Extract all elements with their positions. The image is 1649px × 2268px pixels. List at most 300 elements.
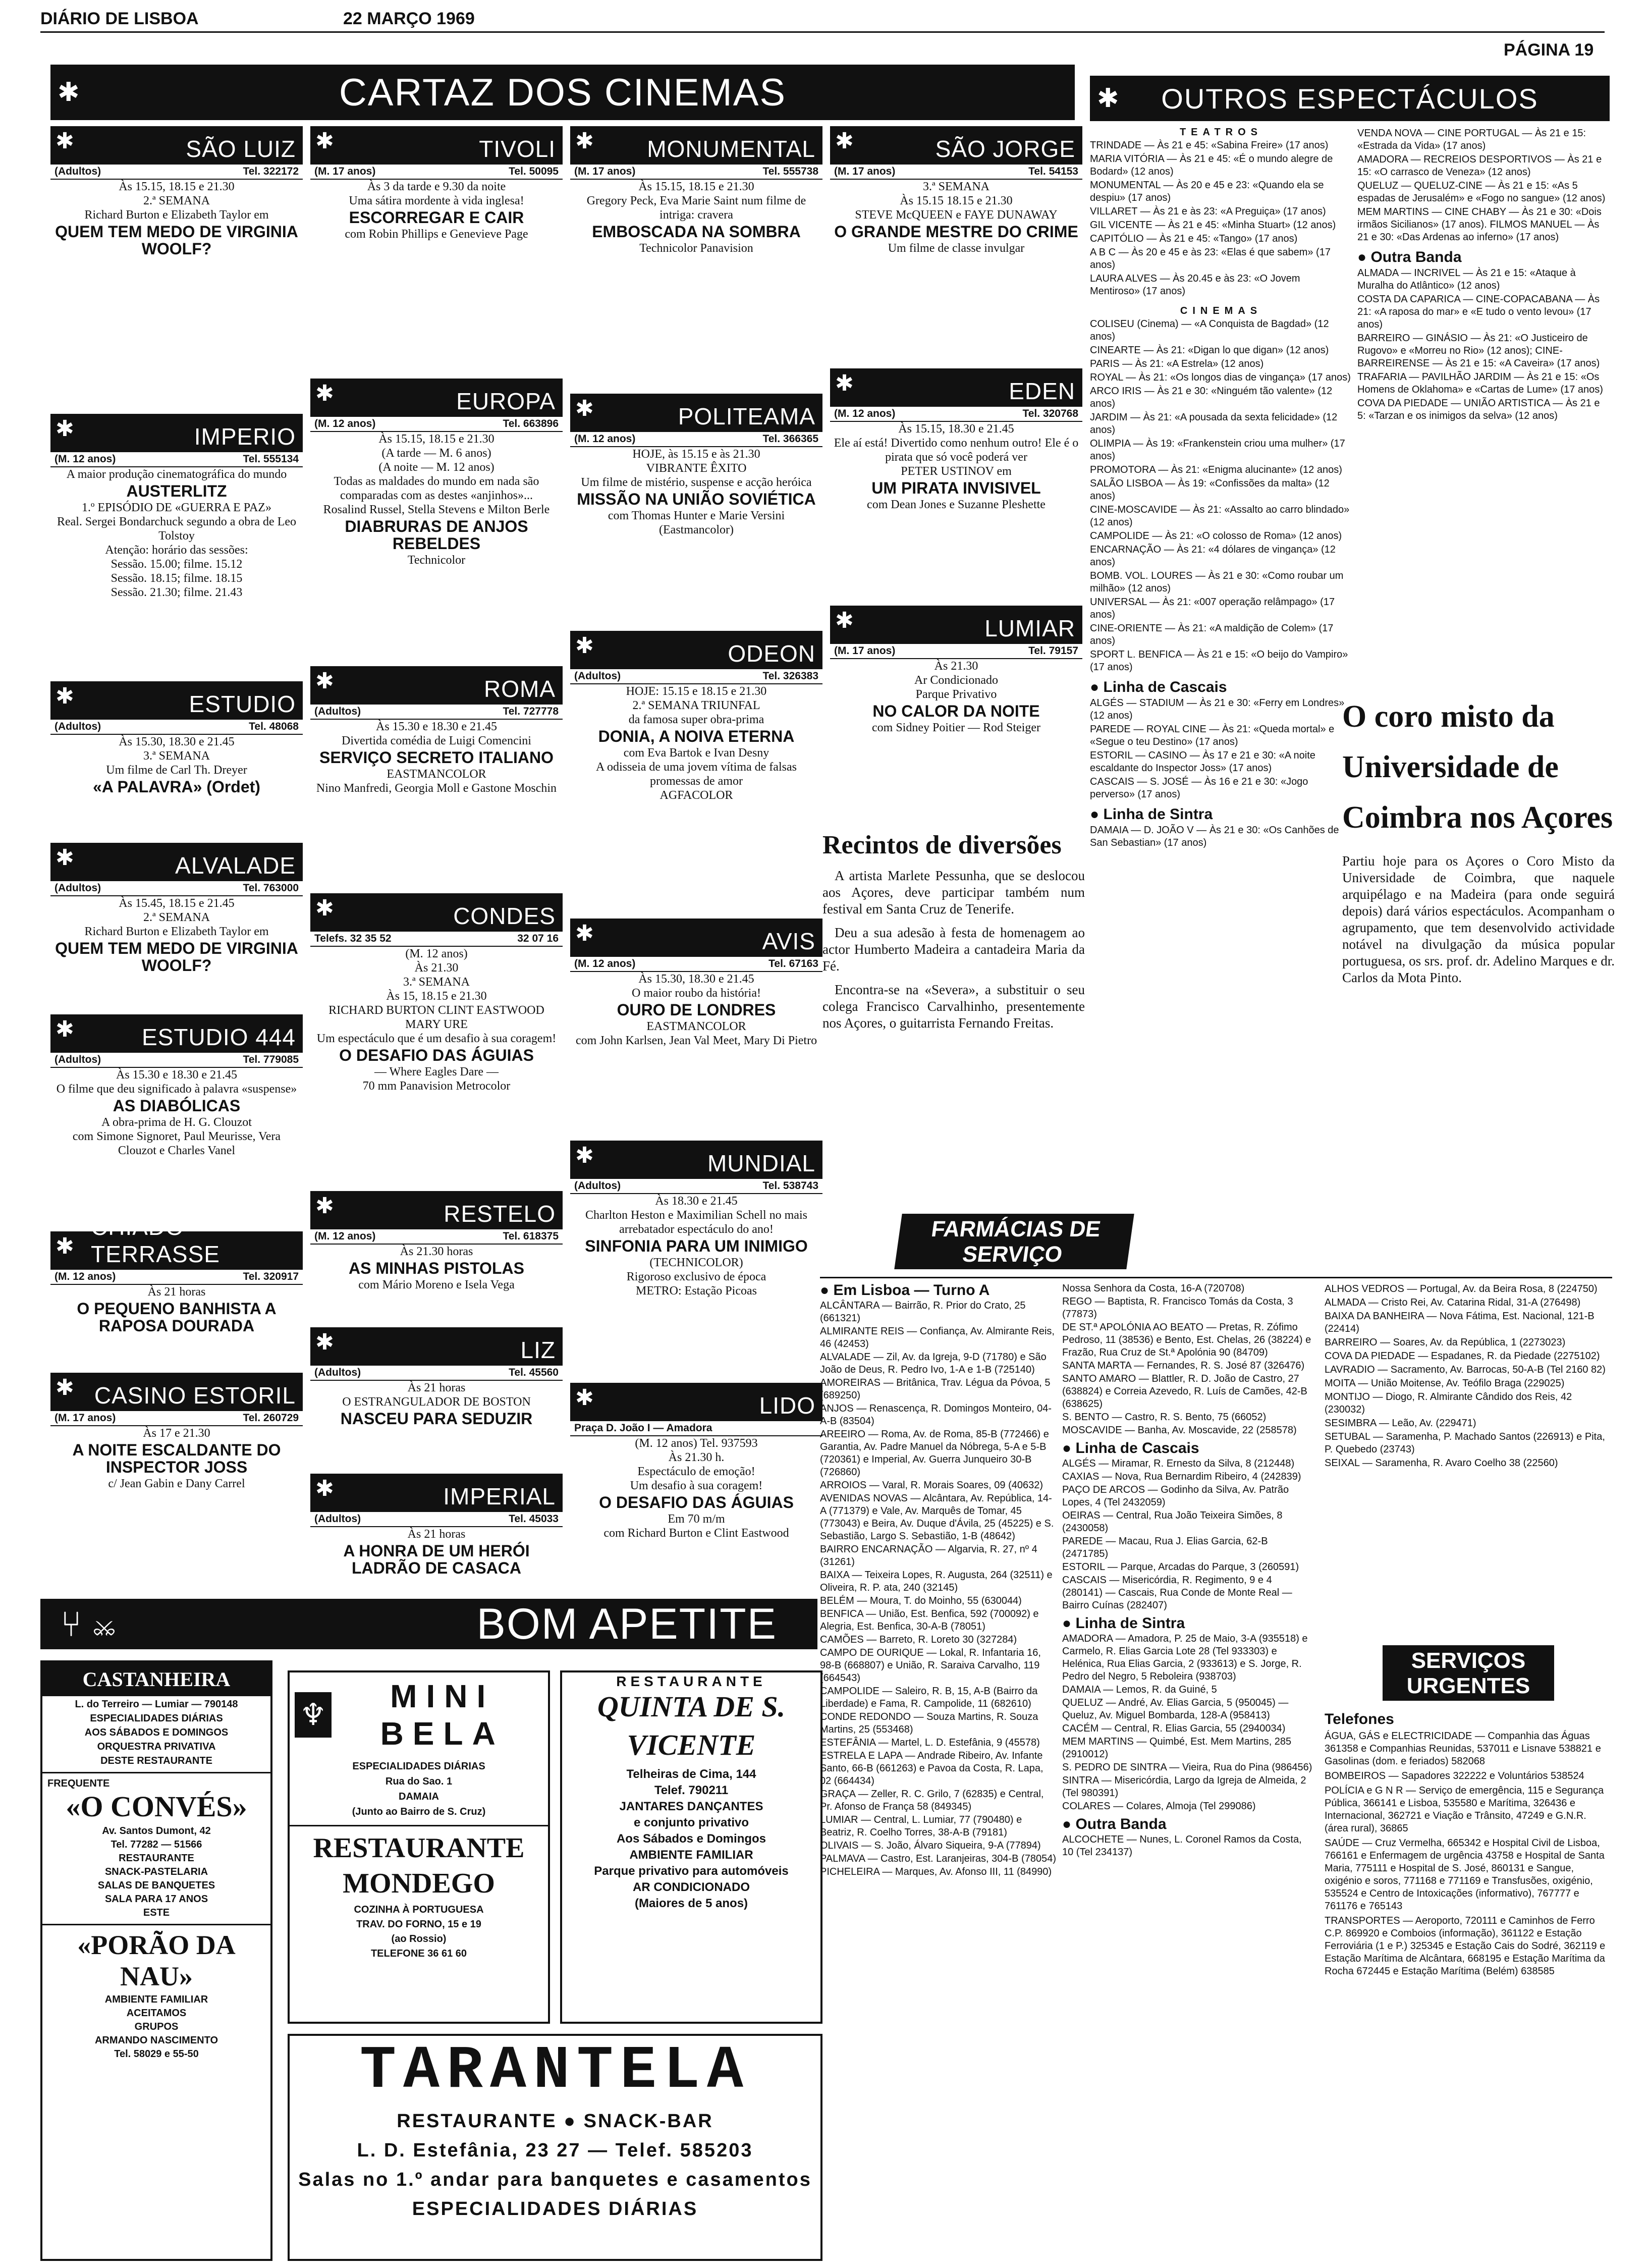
cinema-name: ROMA bbox=[484, 676, 556, 702]
listing-entry: (Junto ao Bairro de S. Cruz) bbox=[352, 1806, 486, 1817]
cinema-name: ESTUDIO bbox=[189, 691, 296, 717]
asterisk-icon: ✱ bbox=[56, 684, 75, 709]
telefones-label: Telefones bbox=[1325, 1711, 1394, 1727]
age-rating: (Adultos) bbox=[574, 1180, 621, 1192]
quinta-ad bbox=[560, 1670, 822, 2024]
listing-entry: QUELUZ — André, Av. Elias Garcia, 5 (950045) — Queluz, Av. Miguel Bombarda, 128-A (958413) bbox=[1062, 1697, 1289, 1721]
cinema-phone: Tel. 45560 bbox=[509, 1367, 559, 1378]
listing-entry: TRAV. DO FORNO, 15 e 19 bbox=[356, 1919, 481, 1930]
asterisk-icon: ✱ bbox=[575, 1385, 594, 1410]
listing-entry: MOITA — União Moitense, Av. Teófilo Braga (229025) bbox=[1325, 1378, 1565, 1389]
film-title: DONIA, A NOIVA ETERNA bbox=[598, 727, 795, 745]
listing-entry: OLIVAIS — S. João, Álvaro Siqueira, 9-A (77894) bbox=[820, 1840, 1041, 1851]
cinema-listing bbox=[830, 126, 1082, 363]
listing-entry: S. PEDRO DE SINTRA — Vieira, Rua do Pina (986456) bbox=[1062, 1762, 1312, 1773]
listing-entry: SANTA MARTA — Fernandes, R. S. José 87 (326476) bbox=[1062, 1360, 1305, 1371]
listing-entry: DE ST.ª APOLÓNIA AO BEATO — Pretas, R. Zófimo Pedroso, 11 (38536) e Bento, Est. Chelas, 26 (38224) e Frazão, Rua Cruz de St.ª Apolónia 90 (84709) bbox=[1062, 1322, 1311, 1358]
asterisk-icon: ✱ bbox=[315, 896, 335, 921]
cartaz-banner bbox=[50, 65, 1075, 120]
listing-entry: SNACK-PASTELARIA bbox=[104, 1866, 208, 1877]
age-rating: (Adultos) bbox=[54, 882, 101, 894]
listing-entry: AREEIRO — Roma, Av. de Roma, 85-B (772466) e Garantia, Av. Padre Manuel da Nóbrega, 5-A e 5-B (720361) e Imperial, Av. Guerra Junqueiro 30-B (726860) bbox=[820, 1429, 1049, 1478]
listing-entry: MEM MARTINS — Quimbé, Est. Mem Martins, 285 (2910012) bbox=[1062, 1736, 1292, 1760]
listing-extra: A obra-prima de H. G. Clouzot bbox=[101, 1116, 252, 1129]
age-rating: (M. 12 anos) bbox=[314, 1230, 376, 1242]
cinema-meta bbox=[50, 720, 303, 735]
film-title: DIABRURAS DE ANJOS REBELDES bbox=[345, 517, 528, 553]
farmacias-sintra-text: Linha de Sintra bbox=[1075, 1615, 1185, 1632]
outros-title: OUTROS ESPECTÁCULOS bbox=[1161, 82, 1538, 115]
listing-extra: Sessão. 21.30; filme. 21.43 bbox=[111, 586, 243, 599]
listing-entry: PARIS — Às 21: «A Estrela» (12 anos) bbox=[1090, 358, 1264, 369]
masthead-date: 22 MARÇO 1969 bbox=[343, 9, 475, 28]
outros-banda-label: ● Outra Banda bbox=[1357, 249, 1462, 265]
age-rating: (M. 17 anos) bbox=[54, 1412, 116, 1424]
listing-entry: ALMADA — INCRIVEL — Às 21 e 15: «Ataque à Muralha do Atlântico» (12 anos) bbox=[1357, 267, 1576, 291]
listing-extra: Em 70 m/m bbox=[668, 1513, 725, 1526]
recintos-section bbox=[822, 830, 1085, 1194]
tarantela-name: TARANTELA bbox=[359, 2037, 751, 2105]
listing-extra: com Thomas Hunter e Marie Versini bbox=[608, 509, 785, 522]
cinema-meta bbox=[570, 669, 822, 684]
listing-entry: PROMOTORA — Às 21: «Enigma alucinante» (12 anos) bbox=[1090, 464, 1342, 475]
cinema-name-bar bbox=[310, 1191, 563, 1229]
listing-entry: POLÍCIA e G N R — Serviço de emergência, 115 e Segurança Pública, 366141 e Lisboa, 535580 e Marítima, 326436 e Internacional, 362721 e Viação e Trânsito, 47249 e G.N.R. (área rural), 36865 bbox=[1325, 1785, 1604, 1834]
listing-line: Às 15.30 e 18.30 e 21.45 bbox=[116, 1068, 237, 1082]
listing-line: A maior produção cinematográfica do mundo bbox=[66, 468, 287, 481]
listing-entry: BAIXA DA BANHEIRA — Nova Fátima, Est. Nacional, 121-B (22414) bbox=[1325, 1311, 1595, 1334]
cinema-phone: Tel. 763000 bbox=[243, 882, 299, 894]
conves-name: «O CONVÉS» bbox=[66, 1790, 247, 1823]
cinema-name: LIZ bbox=[520, 1337, 556, 1363]
asterisk-icon: ✱ bbox=[56, 416, 75, 441]
farmacias-col-2 bbox=[1062, 1282, 1314, 2261]
listing-entry: BARREIRO — GINÁSIO — Às 21: «O Justiceiro de Rugovo» e «Morreu no Rio» (12 anos); CINE-BARREIRENSE — Às 21 e 15: «A Caveira» (17 anos) bbox=[1357, 333, 1600, 369]
age-rating: (M. 17 anos) bbox=[834, 645, 896, 657]
listing-entry: COLARES — Colares, Almoja (Tel 299086) bbox=[1062, 1801, 1256, 1812]
cinema-meta bbox=[310, 1512, 563, 1527]
age-rating: (M. 12 anos) bbox=[314, 418, 376, 429]
listing-entry: CINE-ORIENTE — Às 21: «A maldição de Colem» (17 anos) bbox=[1090, 623, 1334, 646]
asterisk-icon: ✱ bbox=[56, 129, 75, 153]
listing-entry: ALGÉS — STADIUM — Às 21 e 30: «Ferry em Londres» (12 anos) bbox=[1090, 697, 1345, 721]
listing-entry: ESTORIL — Parque, Arcadas do Parque, 3 (260591) bbox=[1062, 1561, 1299, 1573]
listing-line: Richard Burton e Elizabeth Taylor em bbox=[84, 925, 269, 938]
cinema-listing bbox=[50, 1373, 303, 1539]
listing-entry: ARROIOS — Varal, R. Morais Soares, 09 (40632) bbox=[820, 1480, 1043, 1491]
listing-line: (M. 12 anos) bbox=[405, 947, 468, 960]
age-rating: (M. 12 anos) bbox=[834, 408, 896, 419]
cinema-listing bbox=[50, 414, 303, 676]
cinema-listing bbox=[310, 1474, 563, 1595]
listing-entry: CINEARTE — Às 21: «Digan lo que digan» (12 anos) bbox=[1090, 345, 1329, 356]
listing-extra: Technicolor Panavision bbox=[639, 242, 753, 255]
listing-entry: REGO — Baptista, R. Francisco Tomás da Costa, 3 (77873) bbox=[1062, 1296, 1293, 1320]
listing-entry: PAREDE — ROYAL CINE — Às 21: «Queda mortal» e «Segue o teu Destino» (17 anos) bbox=[1090, 724, 1335, 747]
listing-entry: ÁGUA, GÁS e ELECTRICIDADE — Companhia das Águas 361358 e Companhias Reunidas, 537011 e Lisnave 538821 e Gasolinas (dom. e feriados) 582068 bbox=[1325, 1731, 1601, 1767]
listing-extra: METRO: Estação Picoas bbox=[636, 1284, 757, 1298]
listing-entry: SPORT L. BENFICA — Às 21 e 15: «O beijo do Vampiro» (17 anos) bbox=[1090, 649, 1348, 673]
listing-line: 2.ª SEMANA TRIUNFAL bbox=[632, 699, 760, 712]
listing-line: Às 15.15 18.15 e 21.30 bbox=[900, 194, 1013, 207]
listing-entry: Telef. 790211 bbox=[654, 1784, 729, 1797]
tarantela-ad bbox=[288, 2034, 822, 2261]
listing-entry: SINTRA — Misericórdia, Largo da Igreja de Almeida, 2 (Tel 980391) bbox=[1062, 1775, 1306, 1799]
listing-line: VIBRANTE ÊXITO bbox=[646, 462, 747, 475]
listing-line: O maior roubo da história! bbox=[632, 987, 761, 1000]
listing-entry: Encontra-se na «Severa», a substituir o seu colega Francisco Carvalhinho, presentemente nos Açores, o guitarrista Fernando Freitas. bbox=[822, 982, 1085, 1031]
listing-entry: BOMBEIROS — Sapadores 322222 e Voluntários 538524 bbox=[1325, 1770, 1584, 1781]
listing-entry: PICHELEIRA — Marques, Av. Afonso III, 11 (84990) bbox=[820, 1866, 1052, 1877]
listing-entry: SALÃO LISBOA — Às 19: «Confissões da malta» (12 anos) bbox=[1090, 478, 1330, 502]
listing-entry: CAXIAS — Nova, Rua Bernardim Ribeiro, 4 (242839) bbox=[1062, 1471, 1301, 1482]
outros-left bbox=[1090, 126, 1352, 1176]
listing-line: Às 15.30, 18.30 e 21.45 bbox=[119, 735, 235, 748]
cinema-name-bar bbox=[50, 843, 303, 881]
listing-entry: BELÉM — Moura, T. do Moinho, 55 (630044) bbox=[820, 1595, 1022, 1606]
listing-extra: Nino Manfredi, Georgia Moll e Gastone Moschin bbox=[316, 782, 557, 795]
cinema-name: ODEON bbox=[728, 640, 815, 667]
listing-line: Ele aí está! Divertido como nenhum outro! Ele é o pirata que só você poderá ver bbox=[834, 437, 1079, 464]
cinema-listing bbox=[50, 1214, 303, 1368]
listing-entry: BENFICA — União, Est. Benfica, 592 (700092) e Alegria, Est. Benfica, 30-A-B (78051) bbox=[820, 1608, 1039, 1632]
age-rating: (M. 12 anos) bbox=[574, 958, 636, 969]
listing-entry: JARDIM — Às 21: «A pousada da sexta felicidade» (12 anos) bbox=[1090, 412, 1338, 436]
listing-extra: com Richard Burton e Clint Eastwood bbox=[603, 1527, 789, 1540]
cinema-name: LUMIAR bbox=[984, 615, 1075, 641]
cinema-phone: Tel. 727778 bbox=[503, 706, 559, 717]
cinema-meta bbox=[310, 1229, 563, 1245]
cinema-meta bbox=[310, 1366, 563, 1381]
asterisk-icon: ✱ bbox=[56, 1375, 75, 1400]
film-title: AUSTERLITZ bbox=[126, 482, 227, 500]
cinema-name: IMPERIO bbox=[194, 423, 296, 450]
listing-entry: BAIXA — Teixeira Lopes, R. Augusta, 264 (32511) e Oliveira, R. P. ata, 240 (32145) bbox=[820, 1570, 1053, 1593]
age-rating: (M. 12 anos) bbox=[54, 453, 116, 465]
listing-entry: DESTE RESTAURANTE bbox=[100, 1755, 212, 1766]
farmacias-title: FARMÁCIAS DE SERVIÇO bbox=[894, 1214, 1134, 1269]
listing-line: Às 15.15, 18.30 e 21.45 bbox=[898, 422, 1014, 436]
listing-entry: ALGÉS — Miramar, R. Ernesto da Silva, 8 (212448) bbox=[1062, 1458, 1295, 1469]
listing-entry: SEIXAL — Saramenha, R. Avaro Coelho 38 (22560) bbox=[1325, 1457, 1558, 1469]
listing-line: Divertida comédia de Luigi Comencini bbox=[342, 734, 531, 747]
listing-entry: CAMPOLIDE — Às 21: «O colosso de Roma» (12 anos) bbox=[1090, 530, 1342, 542]
listing-line: Às 3 da tarde e 9.30 da noite bbox=[367, 180, 506, 193]
film-title: O GRANDE MESTRE DO CRIME bbox=[834, 223, 1078, 241]
listing-line: (M. 12 anos) Tel. 937593 bbox=[635, 1437, 758, 1450]
cinema-name: EDEN bbox=[1009, 378, 1075, 404]
cinema-phone: Tel. 45033 bbox=[509, 1513, 559, 1525]
film-title: O DESAFIO DAS ÁGUIAS bbox=[339, 1046, 534, 1064]
film-title: «A PALAVRA» (Ordet) bbox=[93, 778, 260, 796]
cinema-phone: Tel. 67163 bbox=[768, 958, 818, 969]
bom-apetite-title: BOM APETITE bbox=[476, 1599, 777, 1648]
listing-line: HOJE, às 15.15 e às 21.30 bbox=[632, 448, 760, 461]
listing-entry: Deu a sua adesão à festa de homenagem ao actor Humberto Madeira a cantadeira Maria da Fé. bbox=[822, 925, 1085, 974]
listing-line: Às 15.15, 18.15 e 21.30 bbox=[378, 433, 494, 446]
listing-entry: CAMÕES — Barreto, R. Loreto 30 (327284) bbox=[820, 1634, 1017, 1645]
cinema-phone: Tel. 320917 bbox=[243, 1271, 299, 1282]
urgentes-section bbox=[1325, 1711, 1612, 2261]
farmacias-lisboa-label: ● Em Lisboa — Turno A bbox=[820, 1282, 990, 1299]
listing-entry: PAREDE — Macau, Rua J. Elias Garcia, 62-B (2471785) bbox=[1062, 1536, 1268, 1559]
listing-entry: ESTE bbox=[143, 1907, 170, 1918]
listing-line: Às 21 horas bbox=[407, 1381, 466, 1394]
listing-entry: BARREIRO — Soares, Av. da República, 1 (2273023) bbox=[1325, 1337, 1566, 1348]
listing-line: Às 15.15, 18.15 e 21.30 bbox=[119, 180, 235, 193]
cinema-name-bar bbox=[310, 126, 563, 165]
listing-line: Um filme de Carl Th. Dreyer bbox=[106, 764, 247, 777]
listing-line: Às 17 e 21.30 bbox=[143, 1427, 210, 1440]
cinema-phone: Tel. 54153 bbox=[1028, 166, 1078, 177]
listing-extra: c/ Jean Gabin e Dany Carrel bbox=[108, 1477, 245, 1490]
cinema-name: MONUMENTAL bbox=[647, 136, 815, 162]
film-title: EMBOSCADA NA SOMBRA bbox=[592, 223, 801, 241]
listing-extra: Technicolor bbox=[407, 554, 466, 567]
cinema-name-bar bbox=[570, 1141, 822, 1179]
film-title: O PEQUENO BANHISTA A RAPOSA DOURADA bbox=[77, 1300, 277, 1335]
listing-line: Às 15.15, 18.15 e 21.30 bbox=[638, 180, 754, 193]
cinema-name-bar bbox=[310, 1474, 563, 1512]
cinema-listing bbox=[570, 919, 822, 1136]
listing-entry: ARMANDO NASCIMENTO bbox=[94, 2035, 218, 2046]
listing-entry: ACEITAMOS bbox=[126, 2008, 187, 2019]
cinema-listing bbox=[830, 368, 1082, 601]
listing-line: O filme que deu significado à palavra «suspense» bbox=[56, 1083, 297, 1096]
asterisk-icon: ✱ bbox=[835, 608, 854, 633]
cinema-name: SÃO JORGE bbox=[935, 136, 1075, 162]
cinema-name: AVIS bbox=[762, 928, 815, 954]
listing-entry: COVA DA PIEDADE — UNIÃO ARTISTICA — Às 21 e 5: «Tarzan e os inimigos da selva» (12 anos) bbox=[1357, 398, 1600, 421]
outros-cascais-label: ● Linha de Cascais bbox=[1090, 679, 1227, 695]
age-rating: (Adultos) bbox=[314, 1367, 361, 1378]
outros-banner bbox=[1090, 76, 1610, 121]
listing-entry: OEIRAS — Central, Rua João Teixeira Simões, 8 (2430058) bbox=[1062, 1510, 1283, 1534]
cinema-meta bbox=[570, 1179, 822, 1194]
listing-entry: AMBIENTE FAMILIAR bbox=[629, 1848, 753, 1862]
cinema-listing bbox=[570, 394, 822, 626]
asterisk-icon: ✱ bbox=[1097, 84, 1120, 113]
recintos-title: Recintos de diversões bbox=[822, 831, 1062, 859]
listing-extra: (Eastmancolor) bbox=[659, 523, 734, 536]
listing-entry: ALMADA — Cristo Rei, Av. Catarina Ridal, 31-A (276498) bbox=[1325, 1297, 1581, 1308]
listing-entry: ESTEFÂNIA — Martel, L. D. Estefânia, 9 (45578) bbox=[820, 1737, 1040, 1748]
listing-extra: com Dean Jones e Suzanne Pleshette bbox=[867, 498, 1046, 511]
film-title: A NOITE ESCALDANTE DO INSPECTOR JOSS bbox=[72, 1441, 281, 1476]
cinema-column-4 bbox=[830, 126, 1082, 843]
listing-entry: CACÉM — Central, R. Elias Garcia, 55 (2940034) bbox=[1062, 1723, 1286, 1734]
listing-entry: ESTORIL — CASINO — Às 17 e 21 e 30: «A noite escaldante do Inspector Joss» (17 anos) bbox=[1090, 750, 1315, 774]
listing-extra: com John Karlsen, Jean Val Meet, Mary Di Pietro bbox=[575, 1034, 817, 1047]
cinema-name-bar bbox=[50, 1373, 303, 1411]
asterisk-icon: ✱ bbox=[575, 1143, 594, 1168]
listing-entry: TRINDADE — Às 21 e 45: «Sabina Freire» (17 anos) bbox=[1090, 140, 1329, 151]
listing-extra: com Eva Bartok e Ivan Desny bbox=[623, 746, 769, 760]
teatros-label: TEATROS bbox=[1179, 127, 1263, 138]
listing-entry: ESPECIALIDADES DIÁRIAS bbox=[352, 1761, 485, 1772]
farmacias-lisboa-text: Em Lisboa — Turno A bbox=[833, 1282, 990, 1299]
listing-entry: MARIA VITÓRIA — Às 21 e 45: «É o mundo alegre de Bodard» (12 anos) bbox=[1090, 153, 1333, 177]
cinema-meta bbox=[310, 417, 563, 432]
cinema-name: POLITEAMA bbox=[678, 403, 815, 429]
cinema-phone: Tel. 322172 bbox=[243, 166, 299, 177]
listing-line: Ar Condicionado bbox=[914, 674, 998, 687]
listing-line: 2.ª SEMANA bbox=[143, 911, 210, 924]
film-title: QUEM TEM MEDO DE VIRGINIA WOOLF? bbox=[55, 939, 298, 975]
listing-line: Gregory Peck, Eva Marie Saint num filme de intriga: cravera bbox=[586, 194, 806, 222]
cinema-name-bar bbox=[50, 414, 303, 452]
listing-entry: LUMIAR — Central, L. Lumiar, 77 (790480) e Beatriz, R. Coelho Torres, 38-A-B (79181) bbox=[820, 1814, 1022, 1838]
age-rating: Praça D. João I — Amadora bbox=[574, 1422, 712, 1434]
age-rating: (Adultos) bbox=[54, 721, 101, 732]
listing-entry: CINE-MOSCAVIDE — Às 21: «Assalto ao carro blindado» (12 anos) bbox=[1090, 504, 1350, 528]
listing-entry: ARCO IRIS — Às 21 e 30: «Ninguém tão valente» (12 anos) bbox=[1090, 386, 1333, 409]
asterisk-icon: ✱ bbox=[56, 1017, 75, 1042]
listing-extra: (TECHNICOLOR) bbox=[649, 1256, 743, 1269]
cinema-meta bbox=[50, 1270, 303, 1285]
cinema-meta bbox=[570, 165, 822, 180]
cinema-name-bar bbox=[50, 681, 303, 720]
cinema-listing bbox=[310, 1191, 563, 1322]
coro-title: O coro misto da Universidade de Coimbra nos Açores bbox=[1342, 699, 1613, 835]
porao-name: «PORÃO DA NAU» bbox=[77, 1930, 236, 1991]
listing-entry: AMADORA — Amadora, P. 25 de Maio, 3-A (935518) e Carmelo, R. Elias Garcia Lote 28 (Tel 933303) e Helénica, Rua Elias Garcia, 2 (933613) e S. Jorge, R. Pedro del Negro, 5 Reboleira (938703) bbox=[1062, 1633, 1308, 1682]
cinema-listing bbox=[50, 681, 303, 838]
listing-entry: LAVRADIO — Sacramento, Av. Barrocas, 50-A-B (Tel 2160 82) bbox=[1325, 1364, 1606, 1375]
quinta-name: QUINTA DE S. VICENTE bbox=[597, 1690, 786, 1761]
farmacias-outra-label: ● Outra Banda bbox=[1062, 1816, 1167, 1832]
cinema-listing bbox=[570, 126, 822, 389]
age-rating: (M. 12 anos) bbox=[574, 433, 636, 445]
cinema-column-1 bbox=[50, 126, 303, 1514]
listing-entry: VILLARET — Às 21 e às 23: «A Preguiça» (17 anos) bbox=[1090, 206, 1326, 217]
cinema-name: TIVOLI bbox=[479, 136, 556, 162]
listing-entry: SESIMBRA — Leão, Av. (229471) bbox=[1325, 1418, 1476, 1429]
cinema-phone: Tel. 555134 bbox=[243, 453, 299, 465]
listing-line: PETER USTINOV em bbox=[901, 465, 1012, 478]
listing-entry: CASCAIS — S. JOSÉ — Às 16 e 21 e 30: «Jogo perverso» (17 anos) bbox=[1090, 776, 1308, 800]
listing-entry: ALVALADE — Zil, Av. da Igreja, 9-D (71780) e São João de Deus, R. Pedro Ivo, 1-A e 1-B (725140) bbox=[820, 1352, 1047, 1375]
listing-extra: Atenção: horário das sessões: bbox=[105, 544, 248, 557]
listing-entry: S. BENTO — Castro, R. S. Bento, 75 (66052) bbox=[1062, 1412, 1267, 1423]
listing-line: 2.ª SEMANA bbox=[143, 194, 210, 207]
age-rating: (Adultos) bbox=[54, 166, 101, 177]
cinema-name-bar bbox=[310, 1327, 563, 1366]
cinema-listing bbox=[310, 126, 563, 373]
cinema-name: CHIADO TERRASSE bbox=[91, 1214, 220, 1267]
listing-entry: CAMPO DE OURIQUE — Lokal, R. Infantaria 16, 98-B (668807) e União, R. Saraiva Carvalho, 119 (664543) bbox=[820, 1647, 1041, 1684]
minibela-ad bbox=[288, 1670, 550, 2024]
asterisk-icon: ✱ bbox=[315, 129, 335, 153]
cinema-name-bar bbox=[830, 126, 1082, 165]
listing-entry: Telheiras de Cima, 144 bbox=[626, 1767, 756, 1781]
listing-line: Às 21.30 bbox=[414, 961, 459, 975]
listing-extra: Real. Sergei Bondarchuck segundo a obra de Leo Tolstoy bbox=[57, 515, 297, 543]
cinema-name-bar bbox=[310, 666, 563, 705]
listing-line: Richard Burton e Elizabeth Taylor em bbox=[84, 208, 269, 222]
outros-sintra-label: ● Linha de Sintra bbox=[1090, 806, 1213, 823]
cartaz-title: CARTAZ DOS CINEMAS bbox=[339, 71, 787, 114]
cinema-name: RESTELO bbox=[444, 1201, 556, 1227]
mondego-name: RESTAURANTE MONDEGO bbox=[313, 1832, 525, 1899]
listing-extra: Sessão. 18.15; filme. 18.15 bbox=[111, 572, 243, 585]
listing-entry: PALMAVA — Castro, Est. Laranjeiras, 304-B (78054) bbox=[820, 1853, 1056, 1864]
cinema-meta bbox=[310, 932, 563, 947]
cinema-column-2 bbox=[310, 126, 563, 1577]
mermaid-logo-icon: ♆ bbox=[295, 1692, 332, 1738]
listing-entry: DAMAIA bbox=[399, 1791, 439, 1802]
listing-entry: Parque privativo para automóveis bbox=[594, 1864, 789, 1878]
listing-entry: VENDA NOVA — CINE PORTUGAL — Às 21 e 15: «Estrada da Vida» (17 anos) bbox=[1357, 128, 1586, 151]
film-title: SINFONIA PARA UM INIMIGO bbox=[585, 1237, 808, 1255]
castanheira-brand: CASTANHEIRA bbox=[42, 1662, 270, 1696]
listing-entry: Av. Santos Dumont, 42 bbox=[102, 1825, 211, 1837]
listing-entry: JANTARES DANÇANTES bbox=[619, 1800, 763, 1813]
listing-entry: SALA PARA 17 ANOS bbox=[104, 1894, 208, 1905]
listing-entry: ORQUESTRA PRIVATIVA bbox=[97, 1741, 216, 1752]
listing-extra: Um filme de classe invulgar bbox=[888, 242, 1025, 255]
cinema-meta bbox=[50, 165, 303, 180]
cinema-meta bbox=[570, 1421, 822, 1436]
listing-entry: COLISEU (Cinema) — «A Conquista de Bagdad» (12 anos) bbox=[1090, 318, 1329, 342]
cinema-meta bbox=[50, 1053, 303, 1068]
listing-extra: AGFACOLOR bbox=[659, 789, 733, 802]
listing-entry: Tel. 58029 e 55-50 bbox=[114, 2048, 199, 2060]
cinema-phone: Tel. 50095 bbox=[509, 166, 559, 177]
quinta-top: RESTAURANTE bbox=[616, 1673, 766, 1689]
cinema-phone: Tel. 326383 bbox=[762, 670, 818, 682]
cinema-name-bar bbox=[830, 368, 1082, 407]
listing-line: Uma sátira mordente à vida inglesa! bbox=[349, 194, 524, 207]
listing-line: Rosalind Russel, Stella Stevens e Milton Berle bbox=[323, 503, 550, 516]
cinema-name-bar bbox=[50, 1214, 303, 1270]
listing-entry: TRAFARIA — PAVILHÃO JARDIM — Às 21 e 15: «Os Homens de Oklahoma» e «Cartas de Lume» (17 anos) bbox=[1357, 371, 1603, 395]
listing-entry: MEM MARTINS — CINE CHABY — Às 21 e 30: «Dois irmãos Sicilianos» (17 anos). FILMOS MANUEL — Às 21 e 30: «Das Ardenas ao inferno» (17 anos) bbox=[1357, 206, 1602, 243]
asterisk-icon: ✱ bbox=[835, 371, 854, 396]
asterisk-icon: ✱ bbox=[56, 845, 75, 870]
cinema-meta bbox=[830, 644, 1082, 659]
cinema-meta bbox=[570, 432, 822, 447]
listing-entry: QUELUZ — QUELUZ-CINE — Às 21 e 15: «As 5 espadas de Jerusalém» e «Fogo no sangue» (12 anos) bbox=[1357, 180, 1606, 204]
cinema-name-bar bbox=[570, 126, 822, 165]
listing-entry: SAÚDE — Cruz Vermelha, 665342 e Hospital Civil de Lisboa, 766161 e Enfermagem de urgência 43758 e Hospital de Santa Maria, 775111 e Hospital de S. José, 860131 e Sangue, oxigénio e soros, 771168 e 771169 e Transfusões, oxigénio, 535524 e Centro de Intoxicações (informativo), 767777 e 761176 e 765143 bbox=[1325, 1838, 1605, 1912]
ads-left-column bbox=[40, 1660, 272, 2261]
film-title: NO CALOR DA NOITE bbox=[872, 702, 1040, 720]
listing-entry: (ao Rossio) bbox=[391, 1933, 447, 1945]
listing-entry: ALMIRANTE REIS — Confiança, Av. Almirante Reis, 46 (42453) bbox=[820, 1326, 1055, 1349]
listing-entry: LAURA ALVES — Às 20.45 e às 23: «O Jovem Mentiroso» (17 anos) bbox=[1090, 273, 1300, 297]
listing-entry: DAMAIA — D. JOÃO V — Às 21 e 30: «Os Canhões de San Sebastian» (17 anos) bbox=[1090, 825, 1339, 848]
listing-extra: 1.º EPISÓDIO DE «GUERRA E PAZ» bbox=[82, 501, 271, 514]
minibela-name: MINI BELA bbox=[380, 1678, 505, 1752]
cinema-phone: Tel. 779085 bbox=[243, 1054, 299, 1065]
farmacias-rule bbox=[820, 1277, 1612, 1278]
asterisk-icon: ✱ bbox=[315, 1476, 335, 1501]
age-rating: (Adultos) bbox=[574, 670, 621, 682]
film-title: QUEM TEM MEDO DE VIRGINIA WOOLF? bbox=[55, 223, 298, 258]
cinema-name-bar bbox=[570, 394, 822, 432]
coro-article bbox=[1342, 691, 1615, 1014]
cinema-column-3 bbox=[570, 126, 822, 1540]
listing-entry: COSTA DA CAPARICA — CINE-COPACABANA — Às 21: «A raposa do mar» e «E tudo o vento levou» (17 anos) bbox=[1357, 294, 1600, 330]
listing-entry: Aos Sábados e Domingos bbox=[616, 1832, 766, 1846]
cinema-meta bbox=[310, 705, 563, 720]
age-rating: (M. 17 anos) bbox=[834, 166, 896, 177]
page-number: PÁGINA 19 bbox=[1504, 40, 1594, 60]
listing-line: 3.ª SEMANA bbox=[923, 180, 990, 193]
listing-entry: AMOREIRAS — Britânica, Trav. Légua da Póvoa, 5 (689250) bbox=[820, 1377, 1051, 1401]
cinema-name-bar bbox=[50, 1014, 303, 1053]
